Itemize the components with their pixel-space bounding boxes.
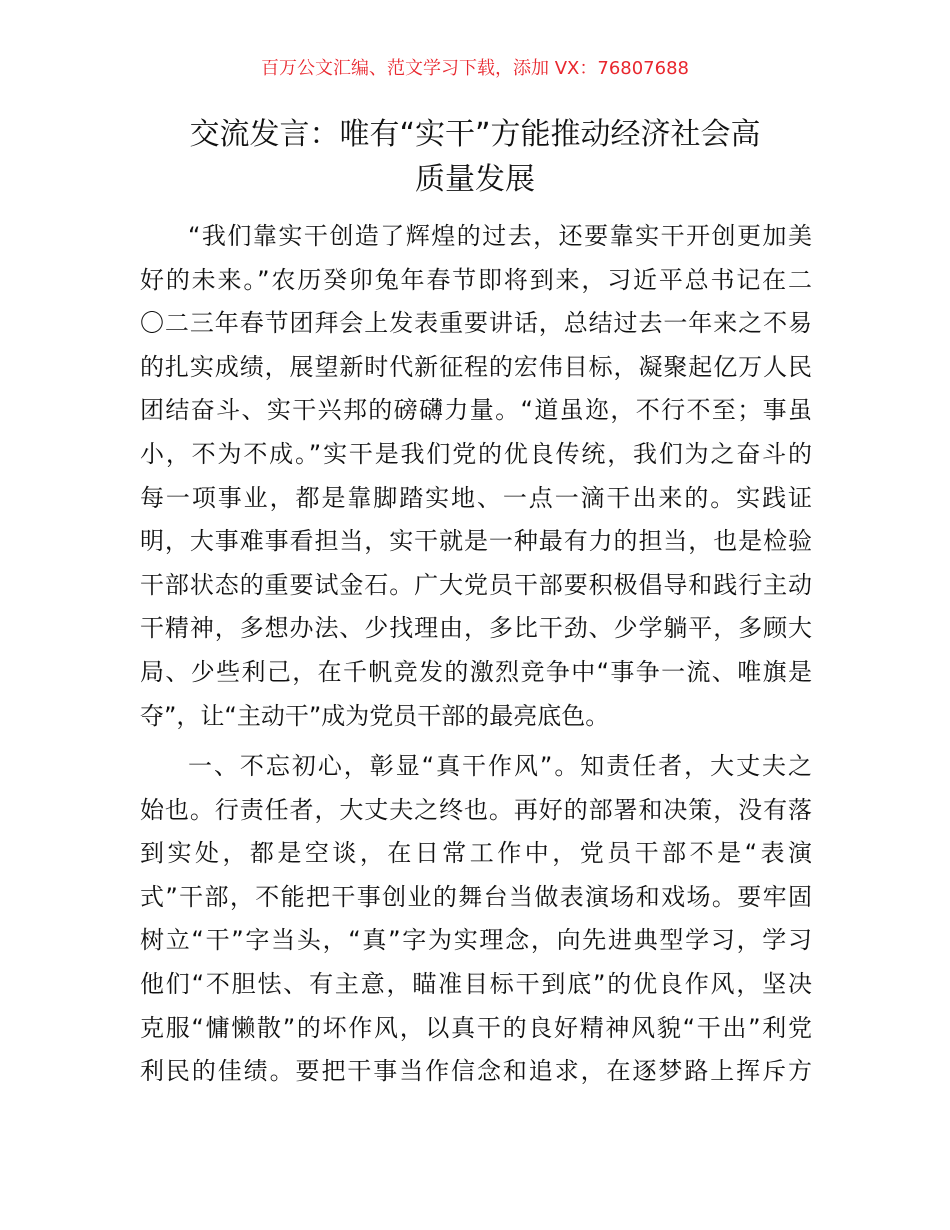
paragraph-line: 始也。行责任者，大丈夫之终也。再好的部署和决策，没有落 (140, 795, 812, 824)
paragraph-line: 每一项事业，都是靠脚踏实地、一点一滴干出来的。实践证 (140, 483, 812, 512)
title-line: 交流发言：唯有“实干”方能推动经济社会高 (189, 117, 761, 152)
paragraph-line: 的扎实成绩，展望新时代新征程的宏伟目标，凝聚起亿万人民 (140, 352, 812, 381)
paragraph-intro (140, 215, 812, 738)
paragraph-line: 利民的佳绩。要把干事当作信念和追求，在逐梦路上挥斥方 (140, 1057, 812, 1086)
paragraph-line: 小，不为不成。”实干是我们党的优良传统，我们为之奋斗的 (140, 439, 812, 468)
paragraph-line: 局、少些利己，在千帆竞发的激烈竞争中“事争一流、唯旗是 (140, 657, 812, 686)
paragraph-line: 好的未来。”农历癸卯兔年春节即将到来，习近平总书记在二 (140, 265, 812, 294)
watermark-header: 百万公文汇编、范文学习下载，添加 VX：76807688 (261, 58, 689, 79)
paragraph-line: 克服“慵懒散”的坏作风，以真干的良好精神风貌“干出”利党 (140, 1013, 812, 1042)
paragraph-line: 他们“不胆怯、有主意，瞄准目标干到底”的优良作风，坚决 (140, 969, 812, 998)
document-title (120, 112, 830, 202)
title-line: 质量发展 (415, 162, 535, 197)
paragraph-section-one (140, 745, 812, 1094)
paragraph-line: 树立“干”字当头，“真”字为实理念，向先进典型学习，学习 (140, 926, 812, 955)
paragraph-line: 夺”，让“主动干”成为党员干部的最亮底色。 (140, 701, 610, 730)
paragraph-line: 干精神，多想办法、少找理由，多比干劲、少学躺平，多顾大 (140, 614, 812, 643)
paragraph-line: 式”干部，不能把干事创业的舞台当做表演场和戏场。要牢固 (140, 882, 812, 911)
paragraph-line: 到实处，都是空谈，在日常工作中，党员干部不是“表演 (140, 839, 812, 868)
paragraph-line: 〇二三年春节团拜会上发表重要讲话，总结过去一年来之不易 (140, 309, 812, 338)
paragraph-line: 干部状态的重要试金石。广大党员干部要积极倡导和践行主动 (140, 570, 812, 599)
paragraph-line: 团结奋斗、实干兴邦的磅礴力量。“道虽迩，不行不至；事虽 (140, 396, 812, 425)
paragraph-line: “我们靠实干创造了辉煌的过去，还要靠实干开创更加美 (188, 222, 812, 250)
paragraph-line: 明，大事难事看担当，实干就是一种最有力的担当，也是检验 (140, 527, 812, 556)
paragraph-line: 一、不忘初心，彰显“真干作风”。知责任者，大丈夫之 (188, 752, 812, 780)
